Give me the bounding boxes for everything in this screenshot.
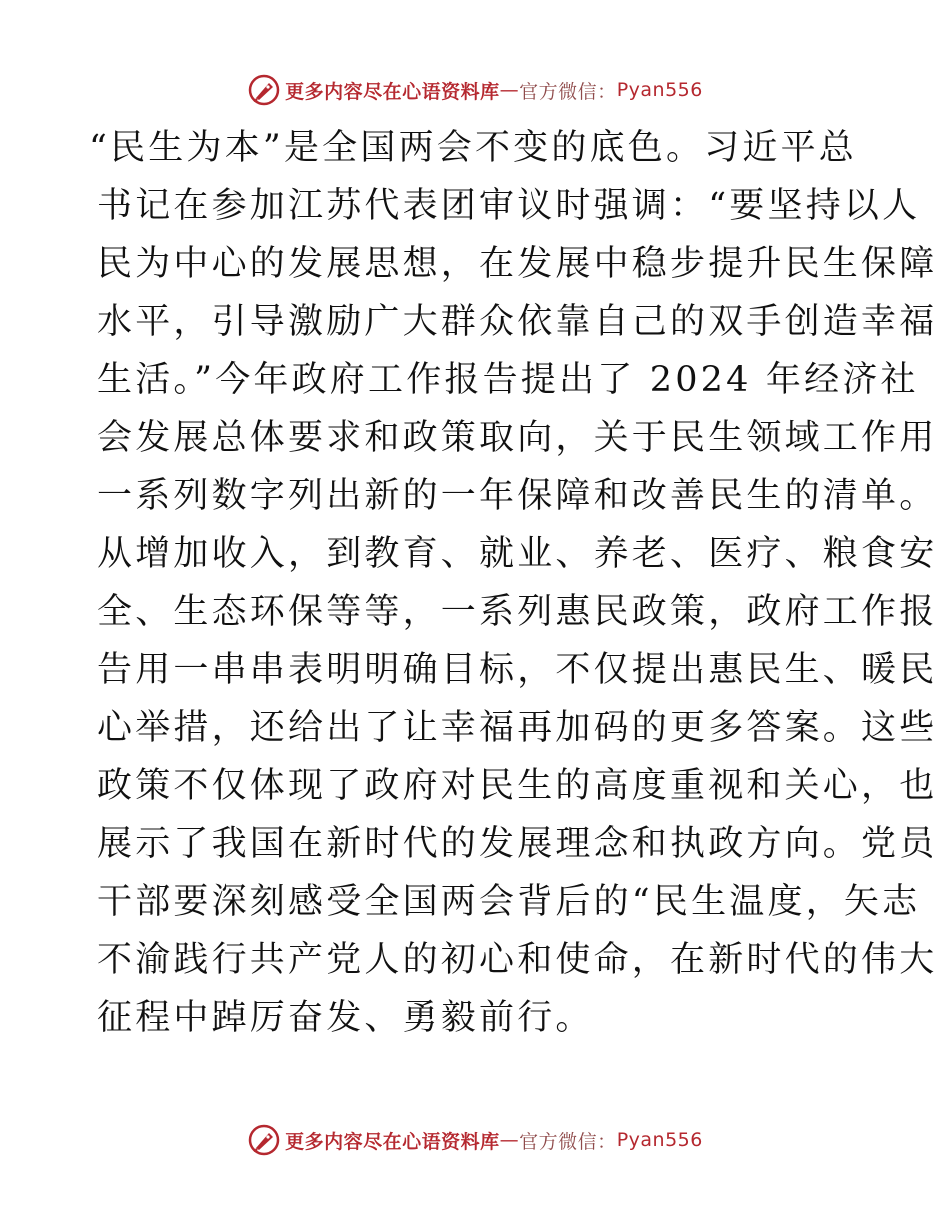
body-line: 告用一串串表明明确目标，不仅提出惠民生、暖民 bbox=[97, 650, 938, 690]
body-line: 征程中踔厉奋发、勇毅前行。 bbox=[97, 998, 594, 1038]
body-line: 水平，引导激励广大群众依靠自己的双手创造幸福 bbox=[97, 302, 938, 342]
header-watermark bbox=[0, 70, 950, 110]
wechat-id: Pyan556 bbox=[616, 1129, 703, 1151]
article-body bbox=[89, 119, 938, 1047]
wechat-label: 官方微信： bbox=[519, 1130, 617, 1153]
watermark-separator: — bbox=[499, 79, 520, 101]
wechat-id: Pyan556 bbox=[616, 79, 703, 101]
body-line: 民为中心的发展思想，在发展中稳步提升民生保障 bbox=[97, 244, 938, 284]
wechat-label: 官方微信： bbox=[519, 80, 617, 103]
body-line: 展示了我国在新时代的发展理念和执政方向。党员 bbox=[97, 824, 938, 864]
body-line: 不渝践行共产党人的初心和使命，在新时代的伟大 bbox=[97, 940, 938, 980]
body-line: 一系列数字列出新的一年保障和改善民生的清单。 bbox=[97, 476, 938, 516]
footer-watermark bbox=[0, 1120, 950, 1160]
watermark-text: 更多内容尽在心语资料库 bbox=[285, 80, 500, 103]
body-line: 从增加收入，到教育、就业、养老、医疗、粮食安 bbox=[97, 534, 938, 574]
body-line: 生活。”今年政府工作报告提出了 2024 年经济社 bbox=[97, 360, 919, 400]
body-line: 会发展总体要求和政策取向，关于民生领域工作用 bbox=[97, 418, 938, 458]
body-line: “民生为本”是全国两会不变的底色。习近平总 bbox=[89, 128, 857, 168]
watermark-separator: — bbox=[499, 1129, 520, 1151]
body-line: 书记在参加江苏代表团审议时强调：“要坚持以人 bbox=[97, 186, 921, 226]
pen-nib-icon bbox=[247, 1123, 281, 1157]
body-line: 干部要深刻感受全国两会背后的“民生温度，矢志 bbox=[97, 882, 921, 922]
pen-nib-icon bbox=[247, 73, 281, 107]
body-line: 政策不仅体现了政府对民生的高度重视和关心，也 bbox=[97, 766, 938, 806]
watermark-text: 更多内容尽在心语资料库 bbox=[285, 1130, 500, 1153]
body-line: 全、生态环保等等，一系列惠民政策，政府工作报 bbox=[97, 592, 938, 632]
body-line: 心举措，还给出了让幸福再加码的更多答案。这些 bbox=[97, 708, 938, 748]
